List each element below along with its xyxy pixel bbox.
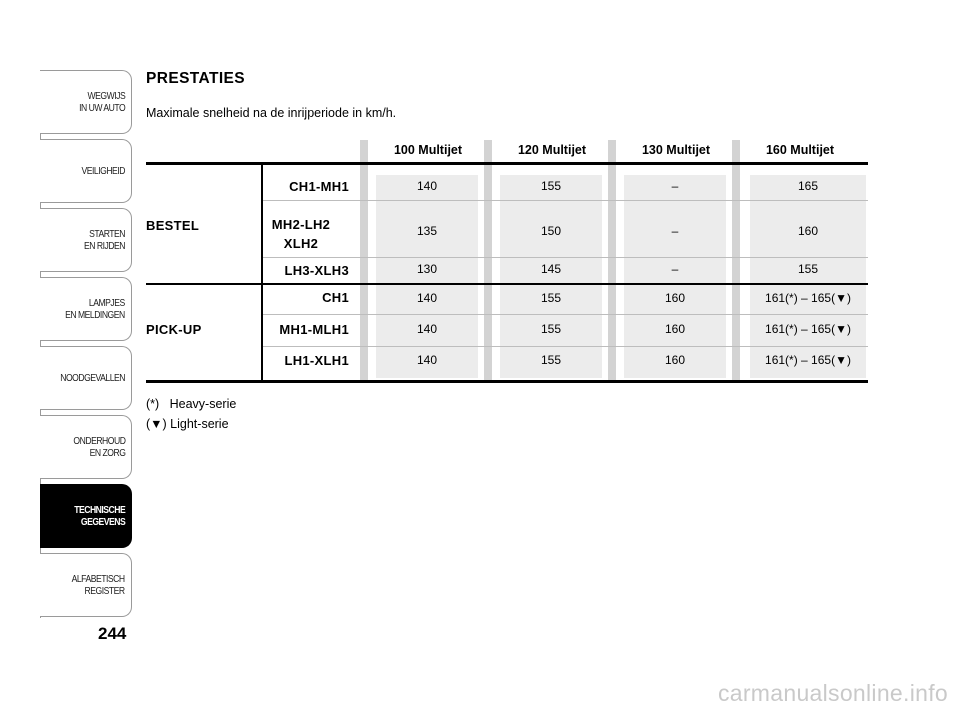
group-pick-up: PICK-UP [146,322,202,337]
model-mh2-lh2-xlh2: MH2-LH2 XLH2 [271,217,331,251]
section-subtitle: Maximale snelheid na de inrijperiode in km/h. [146,106,397,120]
footnote-light: (▼) Light-serie [146,417,229,431]
tab-label: TECHNISCHE GEGEVENS [73,504,125,528]
tab-starten[interactable] [40,208,132,272]
value-cell: 155 [540,322,562,336]
tab-wegwijs[interactable] [40,70,132,134]
tab-label: NOODGEVALLEN [60,372,125,384]
header-rule [146,162,868,165]
tab-onderhoud[interactable] [40,415,132,479]
value-cell: 161(*) – 165(▼) [765,353,851,367]
row-separator [263,200,868,201]
value-cell: 160 [664,291,686,305]
value-cell: – [671,262,679,276]
column-shade [750,175,866,378]
performance-table [146,140,868,385]
value-cell: 140 [416,291,438,305]
section-title: PRESTATIES [146,70,246,87]
column-shade [500,175,602,378]
model-mh1-mlh1: MH1-MLH1 [279,322,349,337]
value-cell: – [671,179,679,193]
tab-label: WEGWIJS IN UW AUTO [78,90,125,114]
value-cell: 130 [416,262,438,276]
tab-alfabetisch-register[interactable] [40,553,132,617]
value-cell: 160 [664,322,686,336]
tab-label: VEILIGHEID [81,165,125,177]
tab-label: ONDERHOUD EN ZORG [72,435,125,459]
value-cell: 155 [540,353,562,367]
footnotes [146,394,236,434]
value-cell: 135 [416,224,438,238]
model-ch1-mh1: CH1-MH1 [289,179,349,194]
value-cell: 145 [540,262,562,276]
tab-lampjes[interactable] [40,277,132,341]
value-cell: 155 [540,291,562,305]
value-cell: – [671,224,679,238]
header-130-multijet: 130 Multijet [641,143,711,157]
group-divider [146,283,868,285]
value-cell: 155 [797,262,819,276]
value-cell: 155 [540,179,562,193]
value-cell: 161(*) – 165(▼) [765,322,851,336]
value-cell: 161(*) – 165(▼) [765,291,851,305]
tab-label: ALFABETISCH REGISTER [72,573,125,597]
model-lh3-xlh3: LH3-XLH3 [284,263,349,278]
value-cell: 160 [664,353,686,367]
value-cell: 160 [797,224,819,238]
value-cell: 140 [416,353,438,367]
model-ch1: CH1 [322,290,349,305]
tab-label: STARTEN EN RIJDEN [83,228,125,252]
header-160-multijet: 160 Multijet [765,143,835,157]
model-lh1-xlh1: LH1-XLH1 [284,353,349,368]
row-separator [263,314,868,315]
value-cell: 150 [540,224,562,238]
header-100-multijet: 100 Multijet [393,143,463,157]
tab-veiligheid[interactable] [40,139,132,203]
page-number: 244 [98,624,127,643]
bottom-rule [146,380,868,383]
footnote-heavy: (*) Heavy-serie [146,397,237,411]
column-shade [376,175,478,378]
watermark: carmanualsonline.info [717,680,948,706]
value-cell: 165 [797,179,819,193]
header-120-multijet: 120 Multijet [517,143,587,157]
value-cell: 140 [416,179,438,193]
row-separator [263,346,868,347]
row-separator [263,257,868,258]
column-shade [624,175,726,378]
group-bestel: BESTEL [146,218,200,233]
tab-noodgevallen[interactable] [40,346,132,410]
tab-technische-gegevens[interactable] [40,484,132,548]
value-cell: 140 [416,322,438,336]
tab-label: LAMPJES EN MELDINGEN [65,297,125,321]
